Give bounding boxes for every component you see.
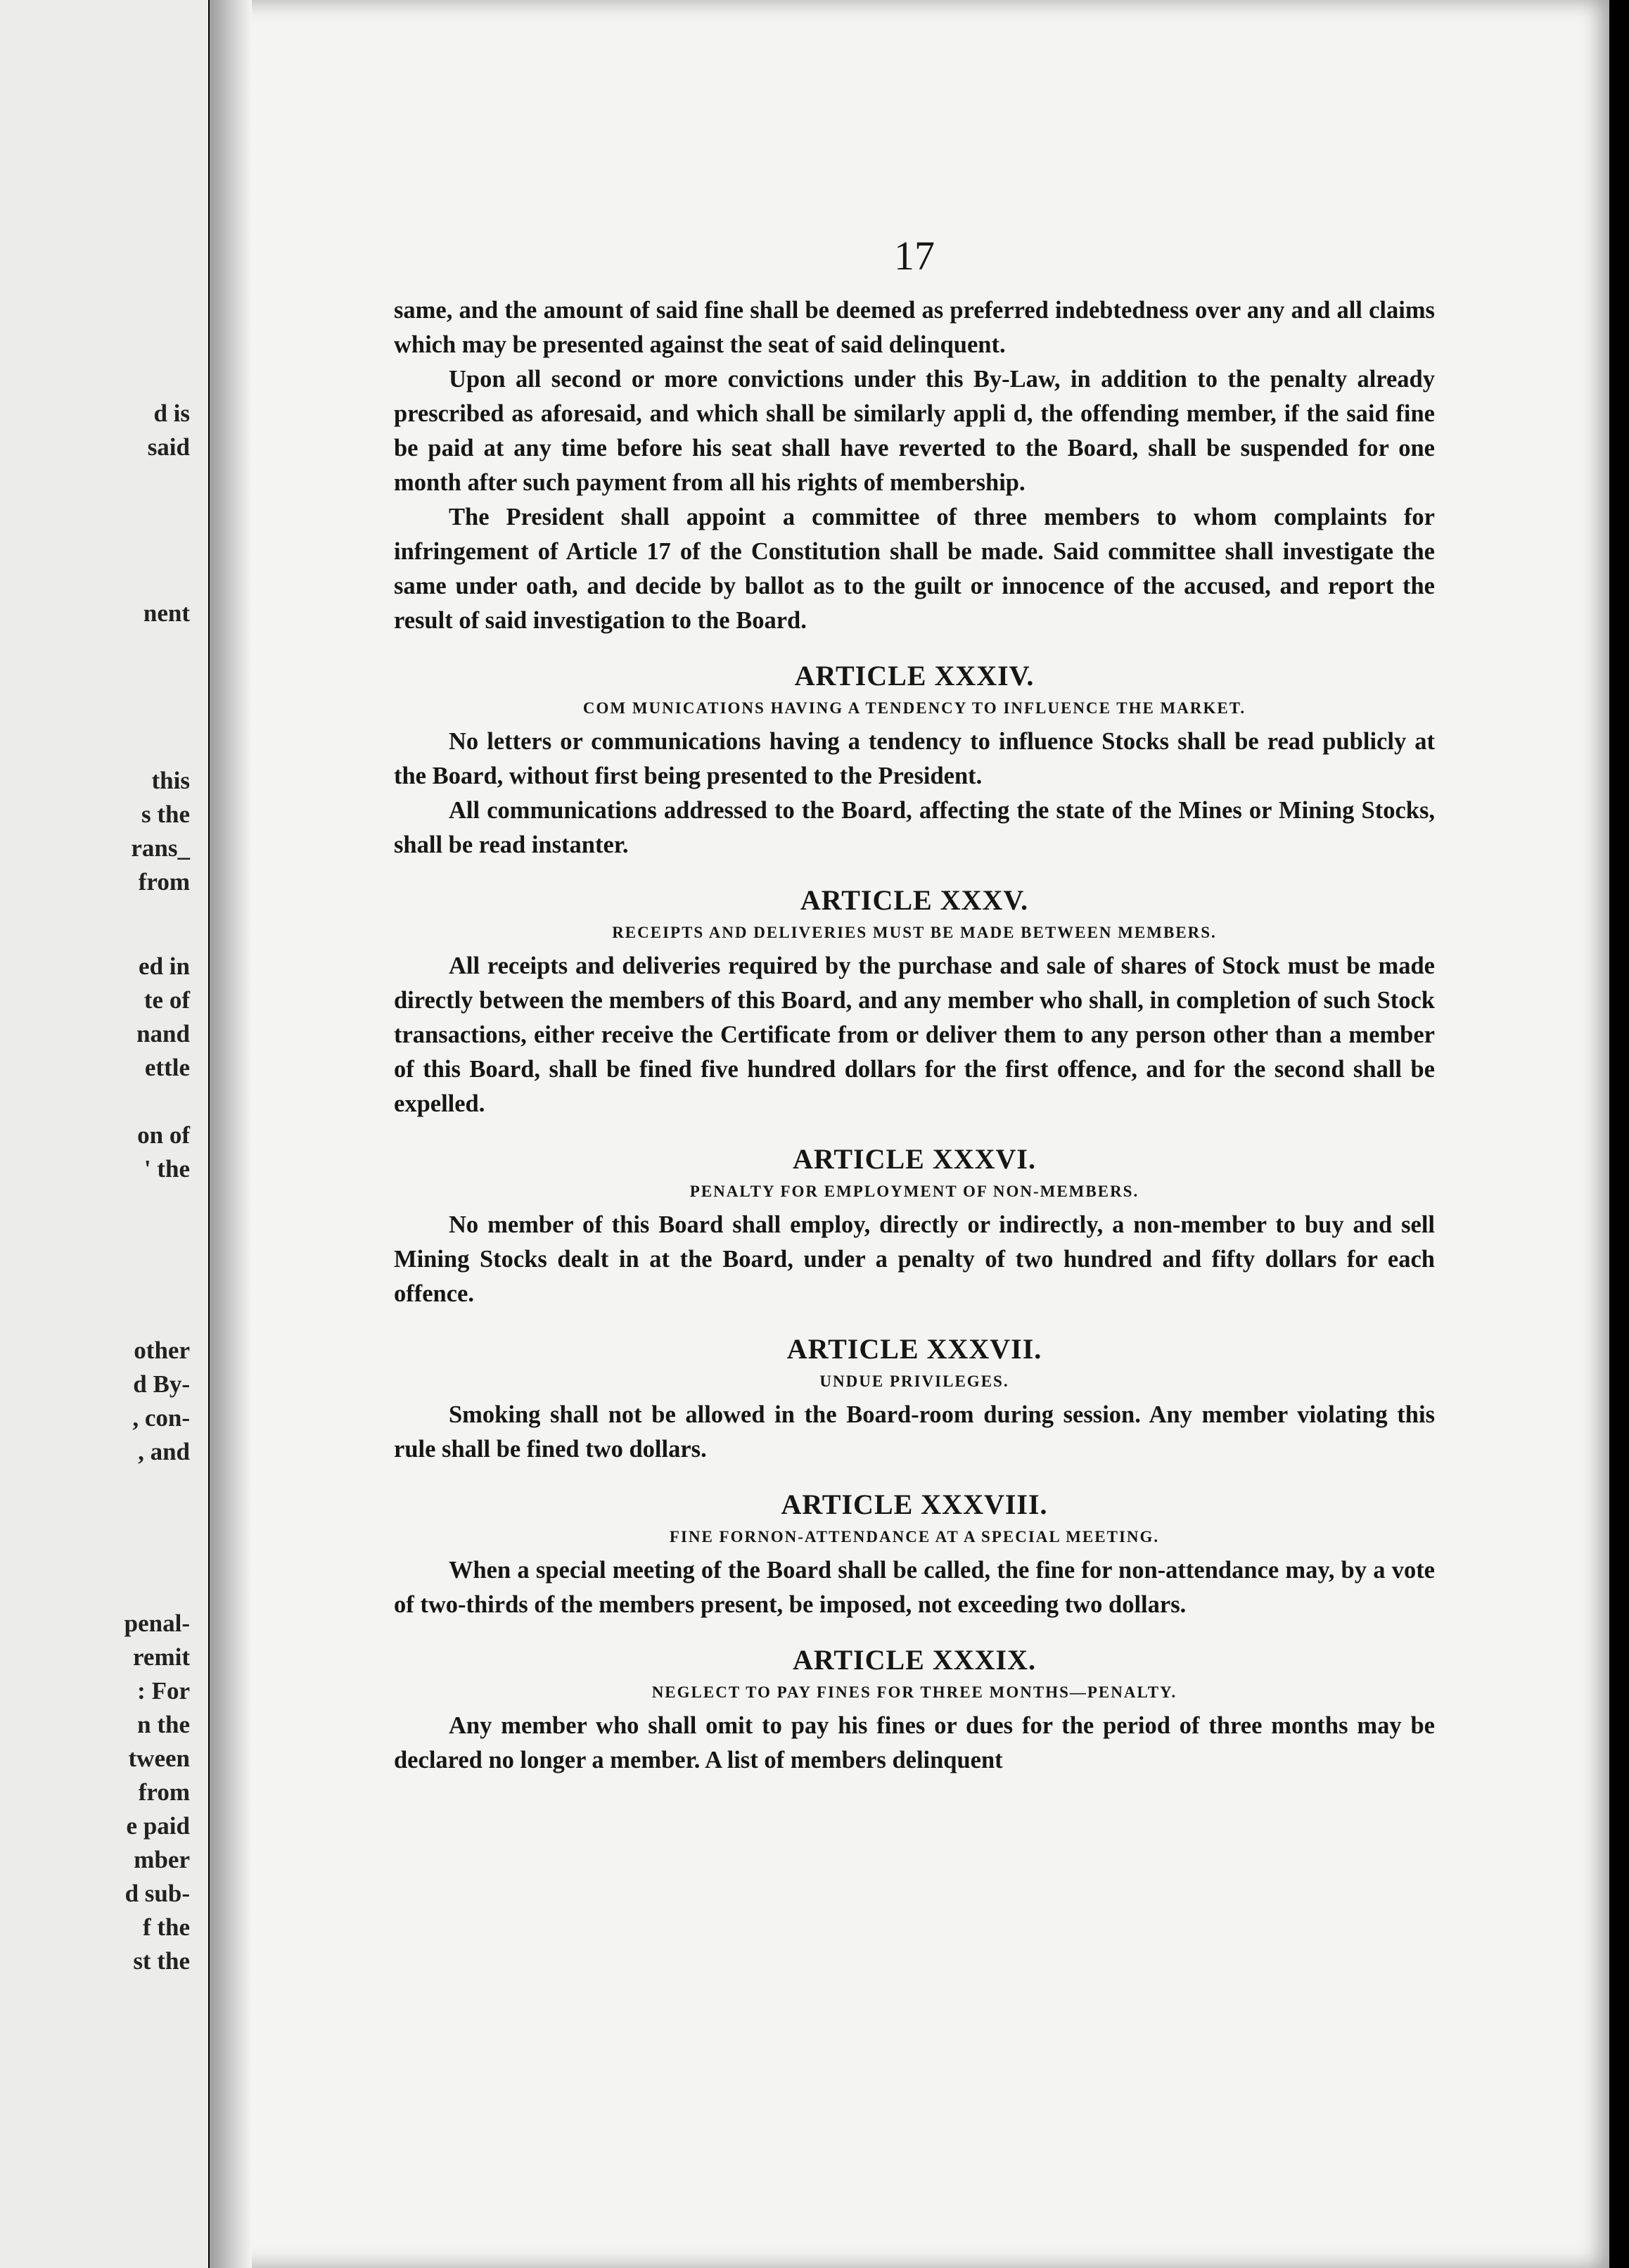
- facing-page-fragment: d By-: [133, 1370, 190, 1398]
- facing-page-fragment: , con-: [132, 1404, 190, 1432]
- facing-page-fragment: this: [151, 767, 190, 794]
- paragraph: same, and the amount of said fine shall be deemed as preferred indebtedness over any and all claims which may be presented against the seat of said delinquent.: [394, 297, 1435, 358]
- article-subtitle: NEGLECT TO PAY FINES FOR THREE MONTHS—PENALTY.: [651, 1683, 1177, 1701]
- facing-page-fragment: said: [147, 433, 190, 461]
- facing-page-fragment: mber: [134, 1846, 190, 1873]
- binding-gutter: [210, 0, 252, 2268]
- paragraph: All communications addressed to the Board, affecting the state of the Mines or Mining Stocks, shall be read instanter.: [394, 797, 1435, 858]
- facing-page-fragment: st the: [133, 1947, 190, 1975]
- facing-page-fragment: tween: [128, 1745, 190, 1772]
- facing-page: [0, 0, 208, 2268]
- page-content: [394, 232, 1435, 1778]
- facing-page-fragment: , and: [138, 1438, 190, 1465]
- article-subtitle: PENALTY FOR EMPLOYMENT OF NON-MEMBERS.: [689, 1183, 1139, 1200]
- article-xxxviii: [394, 1488, 1435, 1622]
- article-subtitle: UNDUE PRIVILEGES.: [819, 1372, 1009, 1390]
- facing-page-fragment: ettle: [144, 1054, 190, 1081]
- article-xxxvii: [394, 1332, 1435, 1467]
- facing-page-fragment: from: [138, 1778, 190, 1806]
- article-xxxiv: [394, 659, 1435, 862]
- facing-page-fragment: ed in: [139, 953, 190, 980]
- facing-page-fragment: d sub-: [124, 1880, 190, 1907]
- facing-page-fragment: : For: [137, 1677, 190, 1705]
- article-xxxv: [394, 884, 1435, 1121]
- facing-page-fragment: n the: [137, 1711, 190, 1738]
- paragraph: Any member who shall omit to pay his fines or dues for the period of three months may be declared no longer a member. A list of members delinquent: [394, 1712, 1435, 1773]
- facing-page-fragment: on of: [137, 1121, 190, 1149]
- article-title: ARTICLE XXXVI.: [793, 1143, 1036, 1175]
- article-subtitle: FINE FORNON-ATTENDANCE AT A SPECIAL MEETING.: [669, 1528, 1160, 1546]
- facing-page-fragment: f the: [142, 1913, 190, 1941]
- article-xxxix: [394, 1643, 1435, 1778]
- facing-page-fragment: nand: [136, 1020, 190, 1047]
- facing-page-fragment: nent: [143, 599, 190, 627]
- paragraph: All receipts and deliveries required by the purchase and sale of shares of Stock must be made directly between the members of this Board, and any member who shall, in completion of such Stock transactions, either receive the Certificate from or deliver them to any person other than a member of this Board, shall be fined five hundred dollars for the first offence, and for the second shall be expelled.: [394, 953, 1435, 1117]
- facing-page-fragment: s the: [141, 801, 190, 828]
- page-number: 17: [894, 233, 935, 279]
- article-title: ARTICLE XXXVIII.: [781, 1489, 1048, 1520]
- facing-page-fragment: e paid: [126, 1812, 190, 1840]
- article-title: ARTICLE XXXV.: [800, 884, 1029, 916]
- article-subtitle: RECEIPTS AND DELIVERIES MUST BE MADE BETWEEN MEMBERS.: [612, 924, 1217, 941]
- facing-page-fragment: from: [138, 868, 190, 896]
- article-subtitle: COM MUNICATIONS HAVING A TENDENCY TO INFLUENCE THE MARKET.: [582, 699, 1246, 717]
- article-title: ARTICLE XXXVII.: [786, 1333, 1042, 1365]
- paragraph: No letters or communications having a tendency to influence Stocks shall be read publicly at the Board, without first being presented to the President.: [394, 728, 1435, 789]
- paragraph: Upon all second or more convictions under this By-Law, in addition to the penalty already prescribed as aforesaid, and which shall be similarly appli d, the offending member, if the said fine be paid at any time before his seat shall have reverted to the Board, shall be suspended for one month after such payment from all his rights of membership.: [394, 366, 1435, 496]
- article-xxxvi: [394, 1142, 1435, 1311]
- article-title: ARTICLE XXXIX.: [793, 1644, 1036, 1676]
- paragraph: The President shall appoint a committee of three members to whom complaints for infringement of Article 17 of the Constitution shall be made. Said committee shall investigate the same under oath, and decide by ballot as to the guilt or innocence of the accused, and report the result of said investigation to the Board.: [394, 504, 1435, 634]
- facing-page-fragment: te of: [143, 986, 190, 1014]
- facing-page-fragment: remit: [133, 1643, 190, 1671]
- paragraph: No member of this Board shall employ, directly or indirectly, a non-member to buy and sell Mining Stocks dealt in at the Board, under a penalty of two hundred and fifty dollars for each offence.: [394, 1211, 1435, 1307]
- paragraph: Smoking shall not be allowed in the Board-room during session. Any member violating this rule shall be fined two dollars.: [394, 1401, 1435, 1463]
- facing-page-fragment: other: [134, 1337, 190, 1364]
- facing-page-fragment: d is: [153, 400, 190, 427]
- facing-page-fragment: ' the: [143, 1155, 190, 1183]
- facing-page-fragment: rans_: [131, 834, 190, 862]
- article-title: ARTICLE XXXIV.: [794, 660, 1035, 692]
- facing-page-fragment: penal-: [124, 1610, 190, 1637]
- paragraph: When a special meeting of the Board shall be called, the fine for non-attendance may, by a vote of two-thirds of the members present, be imposed, not exceeding two dollars.: [394, 1557, 1435, 1618]
